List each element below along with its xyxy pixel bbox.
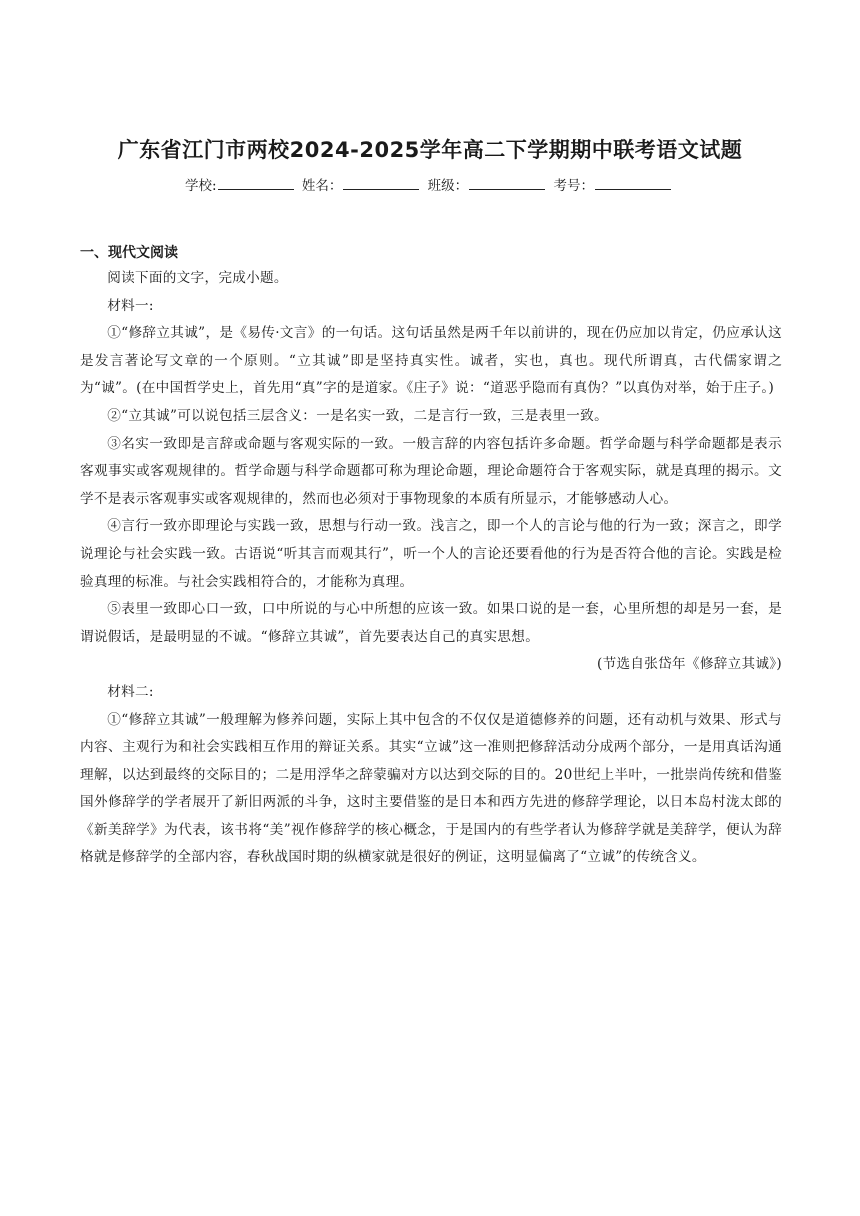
material2-label: 材料二: [107, 683, 154, 700]
class-blank[interactable] [469, 177, 545, 190]
exam-no-label: 考号： [553, 178, 594, 194]
exam-no-blank[interactable] [595, 177, 671, 190]
material1-paragraph-3: ③名实一致即是言辞或命题与客观实际的一致。一般言辞的内容包括许多命题。哲学命题与科学命题都是表示客观事实或客观规律的。哲学命题与科学命题都可称为理论命题，理论命题符合于客观实际，就是真理的揭示。文学不是表示客观事实或客观规律的，然而也必须对于事物现象的本质有所显示，才能够感动人心。 [80, 435, 782, 507]
class-label: 班级： [427, 178, 469, 194]
section-heading: 一、现代文阅读 [80, 245, 178, 261]
material1-paragraph-5: ⑤表里一致即心口一致，口中所说的与心中所想的应该一致。如果口说的是一套，心里所想的却是另一套，是谓说假话，是最明显的不诚。“修辞立其诚”，首先要表达自己的真实思想。 [80, 601, 782, 645]
material1-label: 材料一: [107, 297, 154, 314]
student-info-line [0, 174, 860, 194]
name-label: 姓名： [301, 178, 343, 194]
material1-source: (节选自张岱年《修辞立其诚》) [596, 656, 782, 673]
reading-passage [80, 265, 782, 872]
name-blank[interactable] [343, 177, 419, 190]
school-label: 学校: [185, 178, 217, 194]
material1-paragraph-4: ④言行一致亦即理论与实践一致，思想与行动一致。浅言之，即一个人的言论与他的行为一致；深言之，即学说理论与社会实践一致。古语说“听其言而观其行”，听一个人的言论还要看他的行为是否符合他的言论。实践是检验真理的标准。与社会实践相符合的，才能称为真理。 [80, 518, 782, 590]
material1-paragraph-2: ②“立其诚”可以说包括三层含义：一是名实一致，二是言行一致，三是表里一致。 [107, 407, 608, 424]
material2-paragraph-1: ①“修辞立其诚”一般理解为修养问题，实际上其中包含的不仅仅是道德修养的问题，还有动机与效果、形式与内容、主观行为和社会实践相互作用的辩证关系。其实“立诚”这一准则把修辞活动分成两个部分，一是用真话沟通理解，以达到最终的交际目的；二是用浮华之辞蒙骗对方以达到交际的目的。20世纪上半叶，一批崇尚传统和借鉴国外修辞学的学者展开了新旧两派的斗争，这时主要借鉴的是日本和西方先进的修辞学理论，以日本岛村泷太郎的《新美辞学》为代表，该书将“美”视作修辞学的核心概念，于是国内的有些学者认为修辞学就是美辞学，便认为辞格就是修辞学的全部内容，春秋战国时期的纵横家就是很好的例证，这明显偏离了“立诚”的传统含义。 [80, 711, 782, 866]
school-blank[interactable] [218, 177, 294, 190]
page-title: 广东省江门市两校2024-2025学年高二下学期期中联考语文试题 [117, 138, 743, 162]
instruction: 阅读下面的文字，完成小题。 [107, 270, 288, 286]
material1-paragraph-1: ①“修辞立其诚”，是《易传·文言》的一句话。这句话虽然是两千年以前讲的，现在仍应加以肯定，仍应承认这是发言著论写文章的一个原则。“立其诚”即是坚持真实性。诚者，实也，真也。现代所谓真，古代儒家谓之为“诚”。(在中国哲学史上，首先用“真”字的是道家。《庄子》说：“道恶乎隐而有真伪？”以真伪对举，始于庄子。) [80, 325, 782, 397]
